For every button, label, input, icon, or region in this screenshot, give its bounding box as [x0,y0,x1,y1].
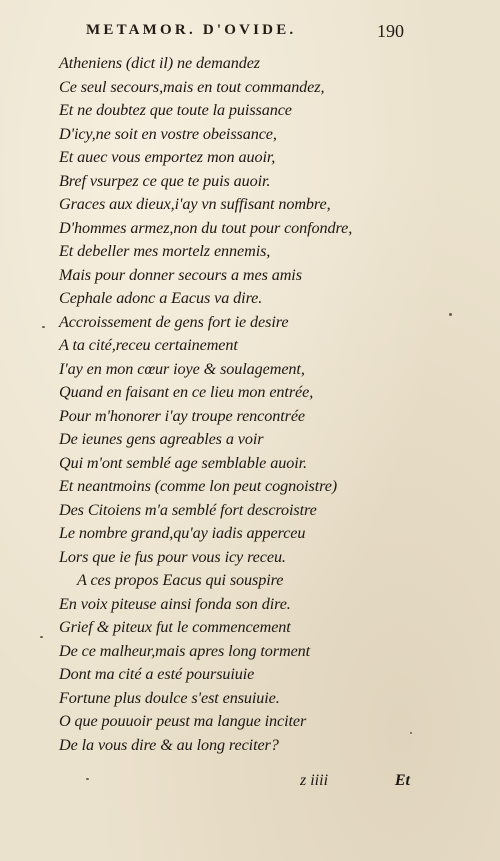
ink-speck [42,326,45,328]
signature-mark: z iiii [300,772,329,789]
page-footer [300,772,410,796]
ink-speck [40,636,43,638]
ink-speck [410,732,412,734]
verse-line: A ta cité,receu certainement [59,336,238,354]
verse-line: En voix piteuse ainsi fonda son dire. [59,594,291,613]
verse-line: De la vous dire & au long reciter? [59,735,279,754]
verse-line: De ieunes gens agreables a voir [59,430,264,448]
verse-line: Dont ma cité a esté poursuiuie [59,665,255,683]
verse-line: Et auec vous emportez mon auoir, [59,148,276,166]
verse-line: Le nombre grand,qu'ay iadis apperceu [59,524,306,542]
verse-line: Accroissement de gens fort ie desire [59,312,289,331]
page-number: 190 [377,21,404,41]
page-header [86,22,404,46]
verse-line: De ce malheur,mais apres long torment [59,641,311,660]
verse-line: D'hommes armez,non du tout pour confondre, [59,218,353,237]
verse-text [59,52,439,757]
verse-line: Cephale adonc a Eacus va dire. [59,289,263,307]
ink-speck [449,313,452,316]
catchword: Et [394,772,410,789]
verse-line: Ce seul secours,mais en tout commandez, [59,77,325,96]
verse-line: Mais pour donner secours a mes amis [59,265,302,284]
ink-speck [86,778,89,780]
verse-line: Graces aux dieux,i'ay vn suffisant nombre, [59,195,331,213]
verse-line: Et debeller mes mortelz ennemis, [59,242,271,260]
verse-line: A ces propos Eacus qui souspire [77,571,284,589]
verse-line: O que pouuoir peust ma langue inciter [59,712,307,730]
verse-line: Et ne doubtez que toute la puissance [59,101,292,119]
running-head: METAMOR. D'OVIDE. [86,22,297,38]
verse-line: Lors que ie fus pour vous icy receu. [59,547,286,566]
verse-line: Qui m'ont semblé age semblable auoir. [59,453,307,472]
verse-line: Grief & piteux fut le commencement [59,618,291,636]
verse-line: Atheniens (dict il) ne demandez [59,54,260,72]
verse-line: Pour m'honorer i'ay troupe rencontrée [59,406,305,425]
verse-line: I'ay en mon cœur ioye & soulagement, [59,359,305,378]
verse-line: Des Citoiens m'a semblé fort descroistre [59,500,317,519]
verse-line: Bref vsurpez ce que te puis auoir. [59,171,271,190]
verse-line: D'icy,ne soit en vostre obeissance, [59,124,277,143]
verse-line: Fortune plus doulce s'est ensuiuie. [59,688,280,707]
verse-line: Et neantmoins (comme lon peut cognoistre) [59,477,338,495]
verse-line: Quand en faisant en ce lieu mon entrée, [59,383,314,401]
